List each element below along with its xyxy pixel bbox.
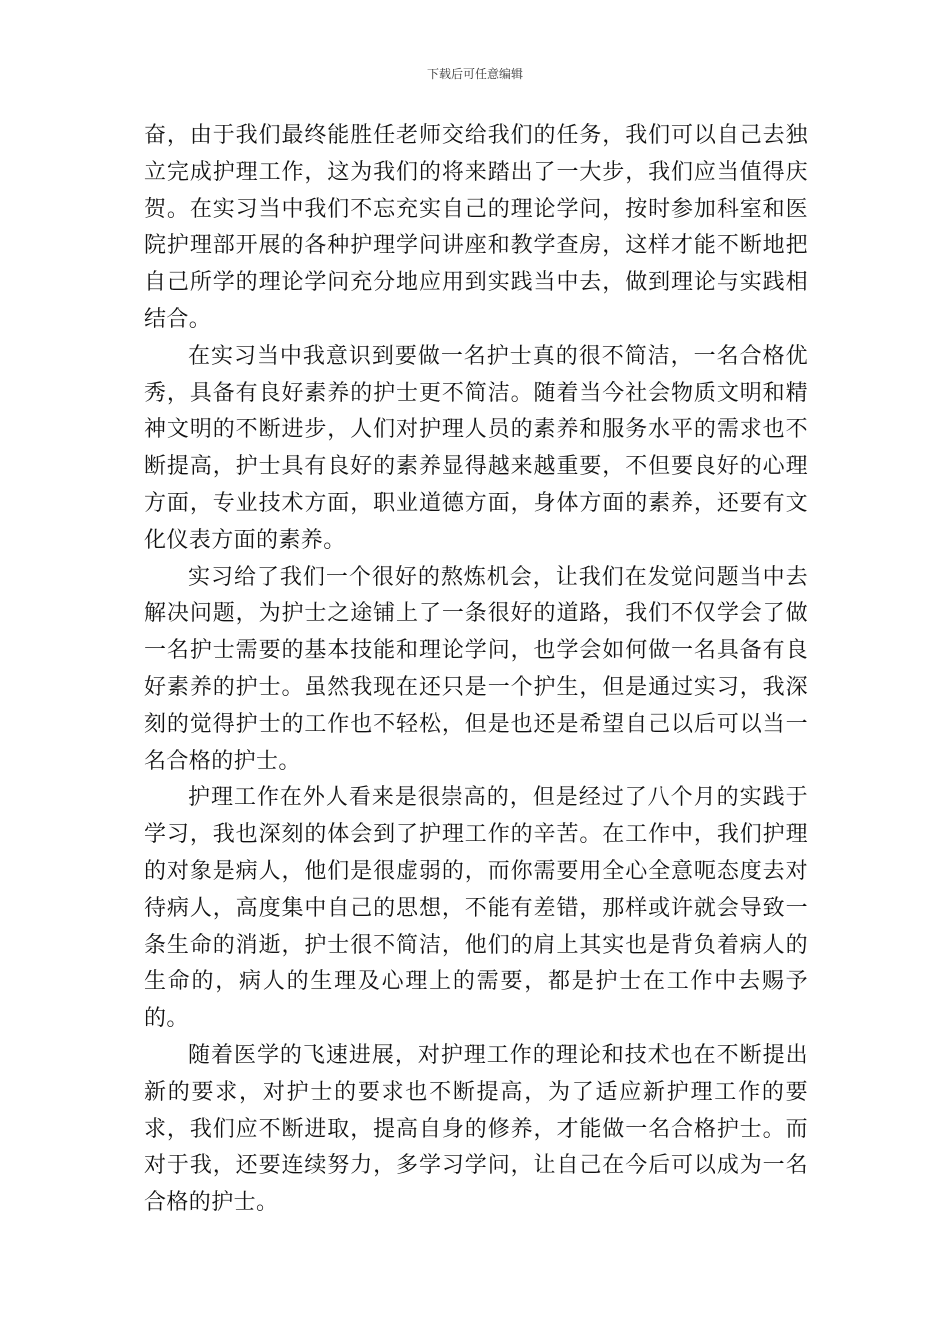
document-body xyxy=(144,118,808,1222)
paragraph-5: 随着医学的飞速进展，对护理工作的理论和技术也在不断提出新的要求，对护士的要求也不断提高，为了适应新护理工作的要求，我们应不断进取，提高自身的修养，才能做一名合格护士。而对于我，还要连续努力，多学习学问，让自己在今后可以成为一名合格的护士。 xyxy=(144,1042,808,1216)
paragraph-4: 护理工作在外人看来是很崇高的，但是经过了八个月的实践于学习，我也深刻的体会到了护理工作的辛苦。在工作中，我们护理的对象是病人，他们是很虚弱的，而你需要用全心全意呃态度去对待病人，高度集中自己的思想，不能有差错，那样或许就会导致一条生命的消逝，护士很不简洁，他们的肩上其实也是背负着病人的生命的，病人的生理及心理上的需要，都是护士在工作中去赐予的。 xyxy=(144,785,808,1032)
page-header-note: 下载后可任意编辑 xyxy=(426,67,523,81)
paragraph-continued: 奋，由于我们最终能胜任老师交给我们的任务，我们可以自己去独立完成护理工作，这为我们的将来踏出了一大步，我们应当值得庆贺。在实习当中我们不忘充实自己的理论学问，按时参加科室和医院护理部开展的各种护理学问讲座和教学查房，这样才能不断地把自己所学的理论学问充分地应用到实践当中去，做到理论与实践相结合。 xyxy=(144,123,808,332)
paragraph-3: 实习给了我们一个很好的熬炼机会，让我们在发觉问题当中去解决问题，为护士之途铺上了一条很好的道路，我们不仅学会了做一名护士需要的基本技能和理论学问，也学会如何做一名具备有良好素养的护士。虽然我现在还只是一个护生，但是通过实习，我深刻的觉得护士的工作也不轻松，但是也还是希望自己以后可以当一名合格的护士。 xyxy=(144,564,808,774)
paragraph-2: 在实习当中我意识到要做一名护士真的很不简洁，一名合格优秀，具备有良好素养的护士更不简洁。随着当今社会物质文明和精神文明的不断进步，人们对护理人员的素养和服务水平的需求也不断提高，护士具有良好的素养显得越来越重要，不但要良好的心理方面，专业技术方面，职业道德方面，身体方面的素养，还要有文化仪表方面的素养。 xyxy=(144,343,808,553)
